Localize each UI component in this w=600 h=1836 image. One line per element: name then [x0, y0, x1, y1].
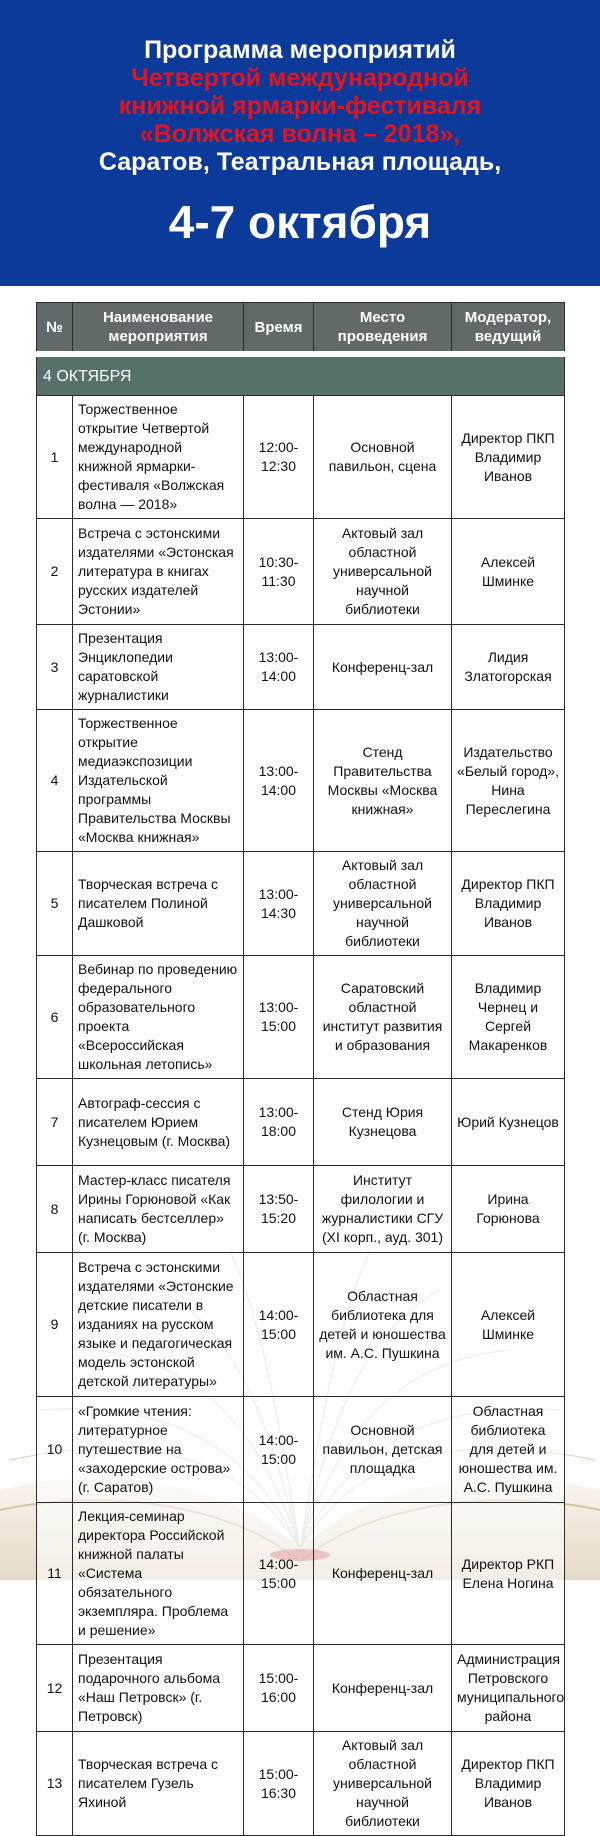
event-time: 13:00-18:00: [244, 1079, 314, 1166]
event-name: Презентация Энциклопедии саратовской журналистики: [73, 625, 244, 710]
program-table-wrapper: [36, 302, 564, 1836]
event-moderator: Алексей Шминке: [452, 519, 565, 625]
row-number: 9: [37, 1253, 73, 1397]
event-name: Автограф-сессия с писателем Юрием Кузнецовым (г. Москва): [73, 1079, 244, 1166]
event-moderator: Областная библиотека для детей и юношества им. А.С. Пушкина: [452, 1397, 565, 1503]
event-moderator: Лидия Златогорская: [452, 625, 565, 710]
event-place: Конференц-зал: [314, 1503, 452, 1645]
event-moderator: Владимир Чернец и Сергей Макаренков: [452, 956, 565, 1079]
event-time: 14:00-15:00: [244, 1397, 314, 1503]
event-name: Лекция-семинар директора Российской книжной палаты «Система обязательного экземпляра. Проблема и решение»: [73, 1503, 244, 1645]
row-number: 1: [37, 396, 73, 519]
table-row: [37, 710, 565, 852]
event-moderator: Директор ПКП Владимир Иванов: [452, 1732, 565, 1836]
event-time: 14:00-15:00: [244, 1253, 314, 1397]
table-row: [37, 1166, 565, 1253]
event-name: Мастер-класс писателя Ирины Горюновой «Как написать бестселлер» (г. Москва): [73, 1166, 244, 1253]
event-place: Конференц-зал: [314, 625, 452, 710]
event-moderator: Директор ПКП Владимир Иванов: [452, 852, 565, 956]
table-row: [37, 1079, 565, 1166]
table-header-row: [37, 303, 565, 355]
table-row: [37, 1397, 565, 1503]
event-place: Актовый зал областной универсальной научной библиотеки: [314, 1732, 452, 1836]
event-name: Вебинар по проведению федерального образовательного проекта «Всероссийская школьная летопись»: [73, 956, 244, 1079]
row-number: 7: [37, 1079, 73, 1166]
event-moderator: Ирина Горюнова: [452, 1166, 565, 1253]
event-place: Саратовский областной институт развития и образования: [314, 956, 452, 1079]
event-time: 15:00-16:30: [244, 1732, 314, 1836]
column-header-moderator: Модератор, ведущий: [452, 303, 565, 355]
row-number: 3: [37, 625, 73, 710]
event-place: Институт филологии и журналистики СГУ (XI корп., ауд. 301): [314, 1166, 452, 1253]
row-number: 11: [37, 1503, 73, 1645]
event-name: Торжественное открытие Четвертой международной книжной ярмарки-фестиваля «Волжская волна — 2018»: [73, 396, 244, 519]
row-number: 5: [37, 852, 73, 956]
event-place: Актовый зал областной универсальной научной библиотеки: [314, 852, 452, 956]
row-number: 12: [37, 1645, 73, 1732]
table-row: [37, 956, 565, 1079]
table-row: [37, 625, 565, 710]
event-time: 12:00-12:30: [244, 396, 314, 519]
event-name: Торжественное открытие медиаэкспозиции Издательской программы Правительства Москвы «Москва книжная»: [73, 710, 244, 852]
event-name: Творческая встреча с писателем Полиной Дашковой: [73, 852, 244, 956]
row-number: 2: [37, 519, 73, 625]
event-place: Областная библиотека для детей и юношества им. А.С. Пушкина: [314, 1253, 452, 1397]
header-subtitle-1: Четвертой международной: [131, 64, 469, 92]
row-number: 8: [37, 1166, 73, 1253]
event-place: Стенд Юрия Кузнецова: [314, 1079, 452, 1166]
row-number: 13: [37, 1732, 73, 1836]
header-location: Саратов, Театральная площадь,: [98, 148, 502, 176]
event-time: 13:00-15:00: [244, 956, 314, 1079]
event-time: 13:00-14:00: [244, 710, 314, 852]
program-table: [36, 302, 565, 1836]
table-row: [37, 1645, 565, 1732]
column-header-event: Наименование мероприятия: [73, 303, 244, 355]
table-row: [37, 396, 565, 519]
table-row: [37, 1253, 565, 1397]
event-moderator: Директор РКП Елена Ногина: [452, 1503, 565, 1645]
event-place: Стенд Правительства Москвы «Москва книжная»: [314, 710, 452, 852]
table-row: [37, 519, 565, 625]
column-header-place: Место проведения: [314, 303, 452, 355]
day-label: 4 ОКТЯБРЯ: [37, 354, 565, 396]
event-place: Конференц-зал: [314, 1645, 452, 1732]
column-header-number: №: [37, 303, 73, 355]
row-number: 6: [37, 956, 73, 1079]
event-time: 13:50-15:20: [244, 1166, 314, 1253]
event-name: Творческая встреча с писателем Гузель Яхиной: [73, 1732, 244, 1836]
event-time: 13:00-14:00: [244, 625, 314, 710]
header-subtitle-3: «Волжская волна – 2018»,: [139, 120, 461, 148]
event-name: Встреча с эстонскими издателями «Эстонская литература в книгах русских издателей Эстонии»: [73, 519, 244, 625]
event-moderator: Администрация Петровского муниципального района: [452, 1645, 565, 1732]
table-row: [37, 1732, 565, 1836]
header-banner: [0, 0, 600, 286]
row-number: 4: [37, 710, 73, 852]
event-name: Встреча с эстонскими издателями «Эстонские детские писатели в изданиях на русском языке и педагогическая модель эстонской детской литературы»: [73, 1253, 244, 1397]
event-place: Основной павильон, детская площадка: [314, 1397, 452, 1503]
event-time: 10:30-11:30: [244, 519, 314, 625]
header-date: 4-7 октября: [168, 196, 432, 248]
event-time: 13:00-14:30: [244, 852, 314, 956]
event-moderator: Издательство «Белый город», Нина Переслегина: [452, 710, 565, 852]
table-row: [37, 1503, 565, 1645]
row-number: 10: [37, 1397, 73, 1503]
event-name: «Громкие чтения: литературное путешествие на «заходерские острова» (г. Саратов): [73, 1397, 244, 1503]
event-place: Актовый зал областной универсальной научной библиотеки: [314, 519, 452, 625]
event-time: 15:00-16:00: [244, 1645, 314, 1732]
header-title: Программа мероприятий: [144, 36, 456, 64]
event-moderator: Алексей Шминке: [452, 1253, 565, 1397]
event-time: 14:00-15:00: [244, 1503, 314, 1645]
header-subtitle-2: книжной ярмарки-фестиваля: [118, 92, 482, 120]
table-row: [37, 852, 565, 956]
column-header-time: Время: [244, 303, 314, 355]
event-moderator: Юрий Кузнецов: [452, 1079, 565, 1166]
event-place: Основной павильон, сцена: [314, 396, 452, 519]
day-row: [37, 354, 565, 396]
event-moderator: Директор ПКП Владимир Иванов: [452, 396, 565, 519]
event-name: Презентация подарочного альбома «Наш Петровск» (г. Петровск): [73, 1645, 244, 1732]
